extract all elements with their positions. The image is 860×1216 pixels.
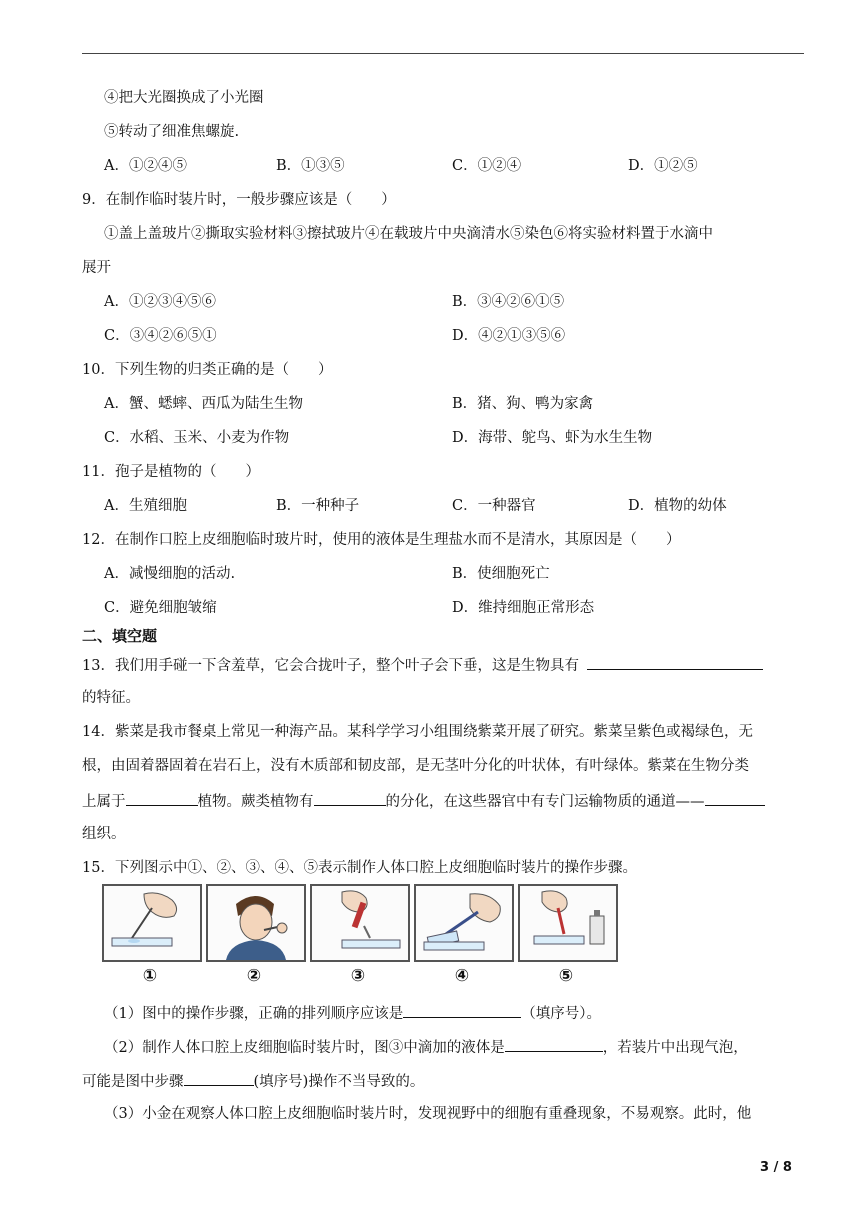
q13-text: 13．我们用手碰一下含羞草，它会合拢叶子，整个叶子会下垂，这是生物具有: [82, 658, 579, 674]
q14-text-b: 植物。蕨类植物有: [197, 794, 314, 810]
q11-option-c: C．一种器官: [452, 498, 536, 514]
q12-option-c: C．避免细胞皱缩: [104, 600, 217, 616]
step-1-label: ①: [142, 966, 158, 986]
q14-line-3: [82, 790, 765, 812]
q14-blank-3[interactable]: [705, 790, 765, 806]
section-2-heading: 二、填空题: [82, 627, 158, 645]
q15-sub-3: （3）小金在观察人体口腔上皮细胞临时装片时，发现视野中的细胞有重叠现象，不易观察。此时，他: [104, 1106, 752, 1122]
q8-option-d: D．①②⑤: [628, 158, 698, 174]
q15-sub-1-blank[interactable]: [403, 1002, 521, 1018]
q10-stem: 10．下列生物的归类正确的是（ ）: [82, 362, 333, 378]
q15-sub-2-line-2: [82, 1070, 424, 1092]
page-number: 3 / 8: [760, 1160, 792, 1175]
q10-option-d: D．海带、鸵鸟、虾为水生生物: [452, 430, 653, 446]
q8-option-a: A．①②④⑤: [104, 158, 187, 174]
q11-option-b: B．一种种子: [276, 498, 360, 514]
q15-sub-2-blank-2[interactable]: [184, 1070, 254, 1086]
q15-sub-2-text-d: (填序号)操作不当导致的。: [253, 1074, 425, 1090]
step-4-label: ④: [454, 966, 470, 986]
q9-option-a: A．①②③④⑤⑥: [104, 294, 216, 310]
step-3-label: ③: [350, 966, 366, 986]
q14-text-a: 上属于: [82, 794, 126, 810]
step-2-label: ②: [246, 966, 262, 986]
step-5-label: ⑤: [558, 966, 574, 986]
q15-sub-2: [104, 1036, 748, 1058]
q12-stem: 12．在制作口腔上皮细胞临时玻片时，使用的液体是生理盐水而不是清水，其原因是（ ）: [82, 532, 681, 548]
q12-option-d: D．维持细胞正常形态: [452, 600, 595, 616]
q14-line-1: 14．紫菜是我市餐桌上常见一种海产品。某科学学习小组围绕紫菜开展了研究。紫菜呈紫色或褐绿色，无: [82, 724, 753, 740]
q13-line-2: 的特征。: [82, 690, 140, 706]
q15-sub-2-text-b: ，若装片中出现气泡，: [602, 1040, 748, 1056]
q8-step-5: ⑤转动了细准焦螺旋.: [104, 124, 240, 140]
q13-answer-blank[interactable]: [587, 654, 763, 670]
q15-sub-2-text-c: 可能是图中步骤: [82, 1074, 184, 1090]
q14-text-c: 的分化，在这些器官中有专门运输物质的通道——: [385, 794, 705, 810]
q10-option-b: B．猪、狗、鸭为家禽: [452, 396, 594, 412]
q15-sub-2-text-a: （2）制作人体口腔上皮细胞临时装片时，图③中滴加的液体是: [104, 1040, 505, 1056]
q15-sub-1-text-b: （填序号）。: [521, 1006, 601, 1022]
q12-option-a: A．减慢细胞的活动.: [104, 566, 236, 582]
q14-blank-2[interactable]: [314, 790, 386, 806]
q9-steps-line-1: ①盖上盖玻片②撕取实验材料③擦拭玻片④在载玻片中央滴清水⑤染色⑥将实验材料置于水滴中: [104, 226, 713, 242]
step-2-illustration: [206, 884, 306, 962]
q15-stem: 15．下列图示中①、②、③、④、⑤表示制作人体口腔上皮细胞临时装片的操作步骤。: [82, 860, 637, 876]
q8-option-b: B．①③⑤: [276, 158, 345, 174]
q14-line-4: 组织。: [82, 826, 126, 842]
q9-option-d: D．④②①③⑤⑥: [452, 328, 566, 344]
q15-sub-2-blank-1[interactable]: [505, 1036, 603, 1052]
q8-option-c: C．①②④: [452, 158, 522, 174]
step-4-illustration: [414, 884, 514, 962]
q10-option-a: A．蟹、蟋蟀、西瓜为陆生生物: [104, 396, 303, 412]
q11-option-a: A．生殖细胞: [104, 498, 187, 514]
q10-option-c: C．水稻、玉米、小麦为作物: [104, 430, 290, 446]
step-3-illustration: [310, 884, 410, 962]
q14-blank-1[interactable]: [126, 790, 198, 806]
q14-line-2: 根，由固着器固着在岩石上，没有木质部和韧皮部，是无茎叶分化的叶状体，有叶绿体。紫菜在生物分类: [82, 758, 749, 774]
q13-line-1: [82, 654, 763, 676]
q15-sub-1: [104, 1002, 601, 1024]
step-1-illustration: [102, 884, 202, 962]
step-5-illustration: [518, 884, 618, 962]
q15-sub-1-text-a: （1）图中的操作步骤，正确的排列顺序应该是: [104, 1006, 404, 1022]
q11-stem: 11．孢子是植物的（ ）: [82, 464, 260, 480]
q11-option-d: D．植物的幼体: [628, 498, 727, 514]
oral-epithelium-procedure-figure: [102, 884, 618, 992]
q9-stem: 9．在制作临时装片时，一般步骤应该是（ ）: [82, 192, 396, 208]
q8-step-4: ④把大光圈换成了小光圈: [104, 90, 264, 106]
q9-option-c: C．③④②⑥⑤①: [104, 328, 217, 344]
q12-option-b: B．使细胞死亡: [452, 566, 550, 582]
q9-steps-line-2: 展开: [82, 260, 111, 276]
header-rule: [82, 53, 804, 54]
q9-option-b: B．③④②⑥①⑤: [452, 294, 565, 310]
